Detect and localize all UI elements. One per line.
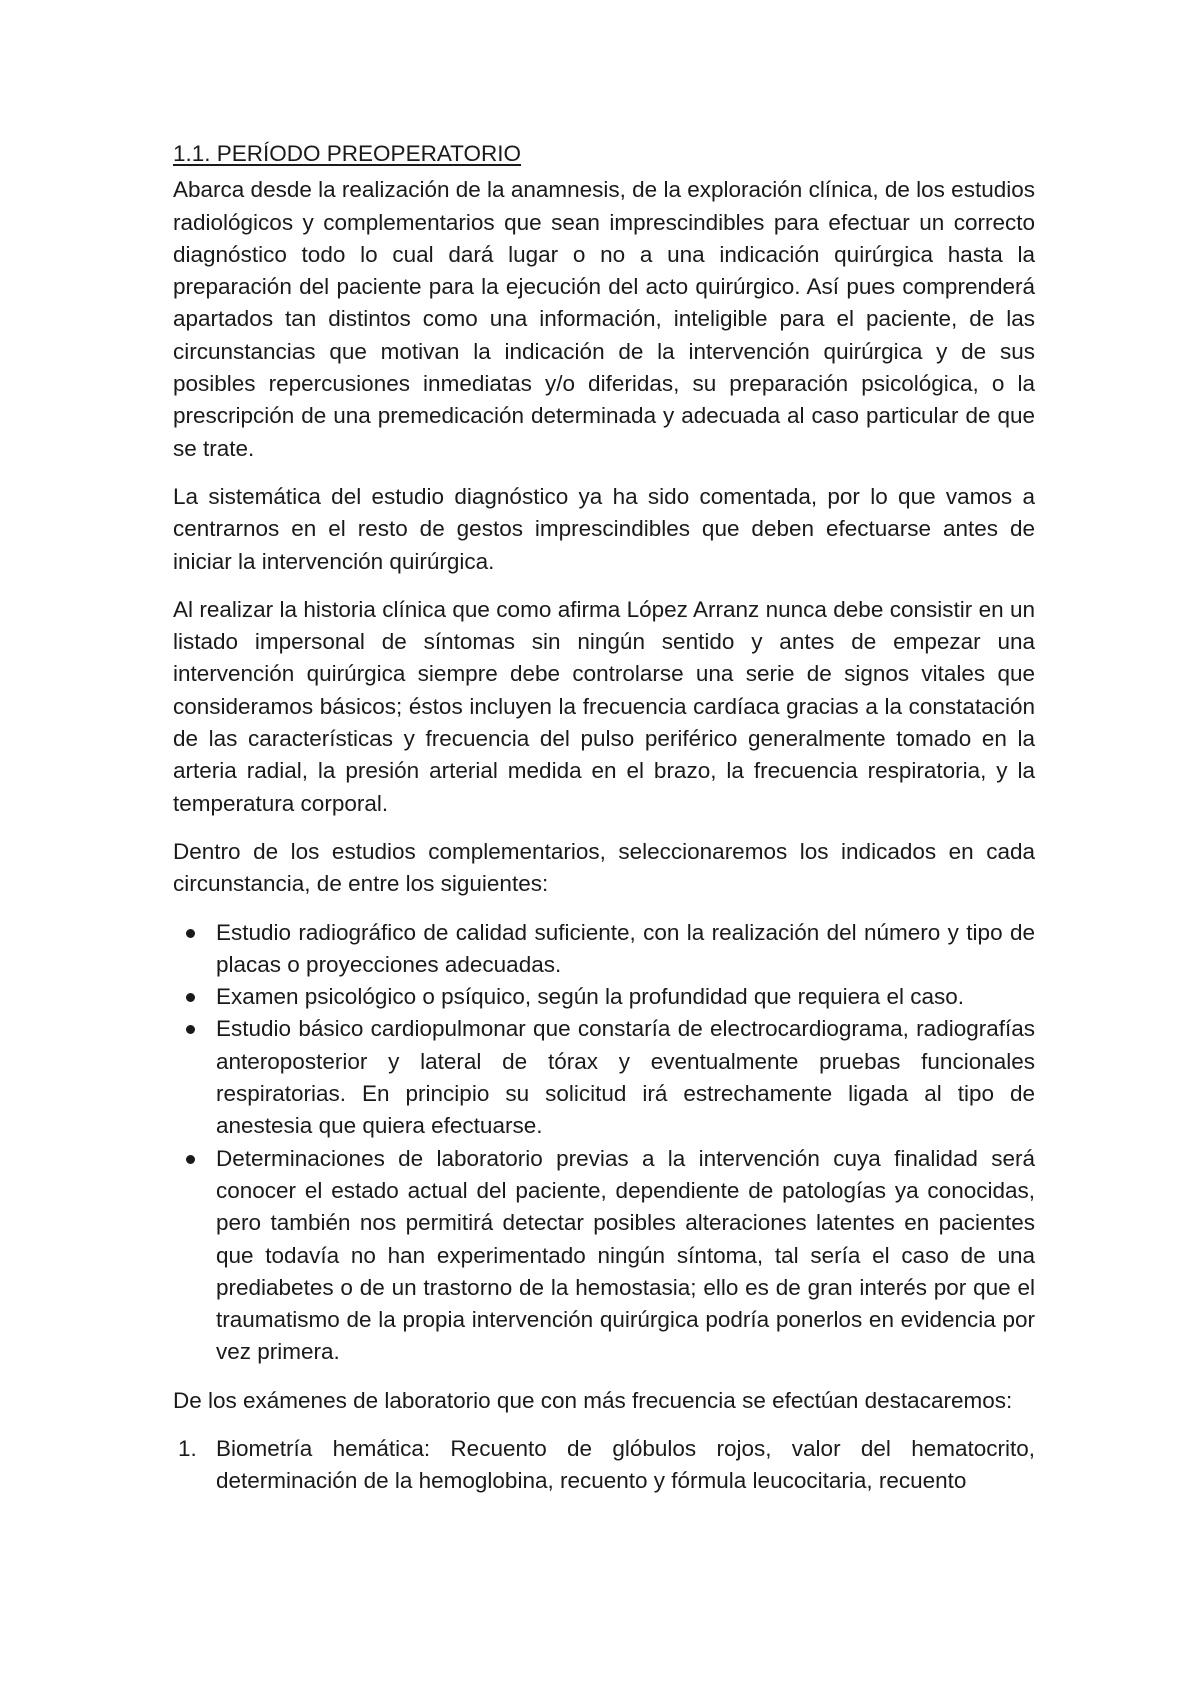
bullet-item (173, 917, 1035, 982)
bullet-text: Determinaciones de laboratorio previas a la intervención cuya finalidad será conocer el estado actual del paciente, dependiente de patologías ya conocidas, pero también nos permitirá detectar posibles alteraciones latentes en pacientes que todavía no han experimentado ningún síntoma, tal sería el caso de una prediabetes o de un trastorno de la hemostasia; ello es de gran interés por que el traumatismo de la propia intervención quirúrgica podría ponerlos en evidencia por vez primera. (216, 1145, 1035, 1365)
document-page (173, 138, 1035, 1498)
bullet-text: Estudio radiográfico de calidad suficiente, con la realización del número y tipo de placas o proyecciones adecuadas. (216, 919, 1035, 977)
paragraph-lab-exams: De los exámenes de laboratorio que con más frecuencia se efectúan destacaremos: (173, 1387, 1013, 1413)
bullet-icon (186, 1155, 195, 1164)
bullet-text: Estudio básico cardiopulmonar que constaría de electrocardiograma, radiografías anteroposterior y lateral de tórax y eventualmente pruebas funcionales respiratorias. En principio su solicitud irá estrechamente ligada al tipo de anestesia que quiera efectuarse. (216, 1016, 1035, 1139)
bullet-item (173, 1143, 1035, 1369)
section-heading: 1.1. PERÍODO PREOPERATORIO (173, 141, 522, 166)
bullet-icon (186, 993, 195, 1002)
paragraph-intro: Abarca desde la realización de la anamnesis, de la exploración clínica, de los estudios radiológicos y complementarios que sean imprescindibles para efectuar un correcto diagnóstico todo lo cual dará lugar o no a una indicación quirúrgica hasta la preparación del paciente para la ejecución del acto quirúrgico. Así pues comprenderá apartados tan distintos como una información, inteligible para el paciente, de las circunstancias que motivan la indicación de la intervención quirúrgica y de sus posibles repercusiones inmediatas y/o diferidas, su preparación psicológica, o la prescripción de una premedicación determinada y adecuada al caso particular de que se trate. (173, 177, 1035, 461)
paragraph-clinical-history: Al realizar la historia clínica que como afirma López Arranz nunca debe consistir en un listado impersonal de síntomas sin ningún sentido y antes de empezar una intervención quirúrgica siempre debe controlarse una serie de signos vitales que consideramos básicos; éstos incluyen la frecuencia cardíaca gracias a la constatación de las características y frecuencia del pulso periférico generalmente tomado en la arteria radial, la presión arterial medida en el brazo, la frecuencia respiratoria, y la temperatura corporal. (173, 596, 1035, 816)
bullet-list-studies (173, 917, 1035, 1369)
bullet-item (173, 1013, 1035, 1142)
bullet-item (173, 981, 1035, 1013)
paragraph-diagnostic: La sistemática del estudio diagnóstico ya ha sido comentada, por lo que vamos a centrarnos en el resto de gestos imprescindibles que deben efectuarse antes de iniciar la intervención quirúrgica. (173, 483, 1035, 574)
bullet-text: Examen psicológico o psíquico, según la profundidad que requiera el caso. (216, 984, 964, 1010)
numbered-list-lab-exams (173, 1433, 1035, 1498)
bullet-icon (186, 929, 195, 938)
numbered-marker: 1. (178, 1435, 197, 1461)
numbered-text: Biometría hemática: Recuento de glóbulos rojos, valor del hematocrito, determinación de la hemoglobina, recuento y fórmula leucocitaria, recuento (216, 1435, 1035, 1494)
paragraph-complementary-studies: Dentro de los estudios complementarios, seleccionaremos los indicados en cada circunstancia, de entre los siguientes: (173, 838, 1035, 897)
bullet-icon (186, 1025, 195, 1034)
numbered-item (173, 1433, 1035, 1498)
